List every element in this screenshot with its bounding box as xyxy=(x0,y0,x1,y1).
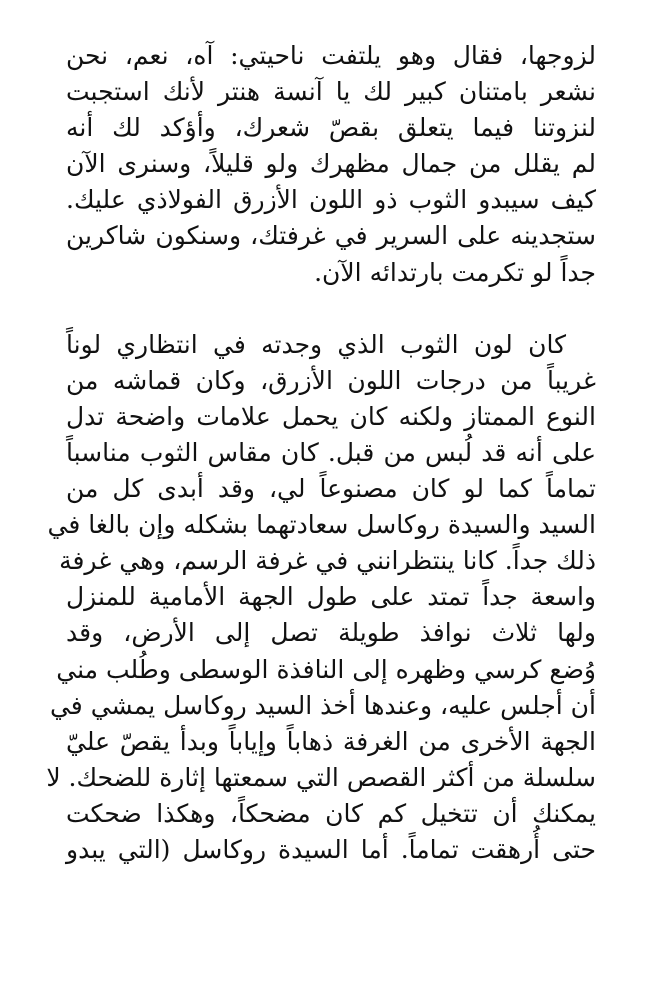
text-line: لم يقلل من جمال مظهرك ولو قليلاً، وسنرى الآن xyxy=(66,149,596,179)
text-line: وُضع كرسي وظهره إلى النافذة الوسطى وطُلب مني xyxy=(56,654,596,684)
paragraph-break xyxy=(66,291,596,327)
paragraph-1 xyxy=(66,38,596,291)
text-line: على أنه قد لُبس من قبل. كان مقاس الثوب مناسباً xyxy=(66,437,596,467)
text-line: النوع الممتاز ولكنه كان يحمل علامات واضحة تدل xyxy=(66,401,596,431)
text-line: ولها ثلاث نوافذ طويلة تصل إلى الأرض، وقد xyxy=(66,618,596,648)
text-line: حتى أُرهقت تماماً. أما السيدة روكاسل (التي يبدو xyxy=(66,834,596,864)
text-line: كان لون الثوب الذي وجدته في انتظاري لوناً xyxy=(66,329,566,359)
text-line: لزوجها، فقال وهو يلتفت ناحيتي: آه، نعم، نحن xyxy=(66,41,596,70)
text-line: يمكنك أن تتخيل كم كان مضحكاً، وهكذا ضحكت xyxy=(66,798,596,828)
text-line: كيف سيبدو الثوب ذو اللون الأزرق الفولاذي عليك. xyxy=(66,185,596,215)
text-line: واسعة جداً تمتد على طول الجهة الأمامية للمنزل xyxy=(66,582,596,612)
text-line: تماماً كما لو كان مصنوعاً لي، وقد أبدى كل من xyxy=(66,474,596,504)
text-line: سلسلة من أكثر القصص التي سمعتها إثارة للضحك. لا xyxy=(46,762,596,792)
text-line: الجهة الأخرى من الغرفة ذهاباً وإياباً وبدأ يقصّ عليّ xyxy=(66,726,596,756)
text-line: أن أجلس عليه، وعندها أخذ السيد روكاسل يمشي في xyxy=(49,690,596,720)
paragraph-2 xyxy=(46,327,596,868)
text-line: ذلك جداً. كانا ينتظرانني في غرفة الرسم، وهي غرفة xyxy=(59,546,596,576)
book-page xyxy=(46,38,596,868)
text-line: لنزوتنا فيما يتعلق بقصّ شعرك، وأؤكد لك أنه xyxy=(66,113,596,143)
text-line: غريباً من درجات اللون الأزرق، وكان قماشه من xyxy=(66,365,596,395)
text-line: نشعر بامتنان كبير لك يا آنسة هنتر لأنك استجبت xyxy=(66,77,596,107)
text-line: السيد والسيدة روكاسل سعادتهما بشكله وإن بالغا في xyxy=(47,510,596,540)
text-line: جداً لو تكرمت بارتدائه الآن. xyxy=(314,257,596,287)
text-line: ستجدينه على السرير في غرفتك، وسنكون شاكرين xyxy=(66,221,596,251)
